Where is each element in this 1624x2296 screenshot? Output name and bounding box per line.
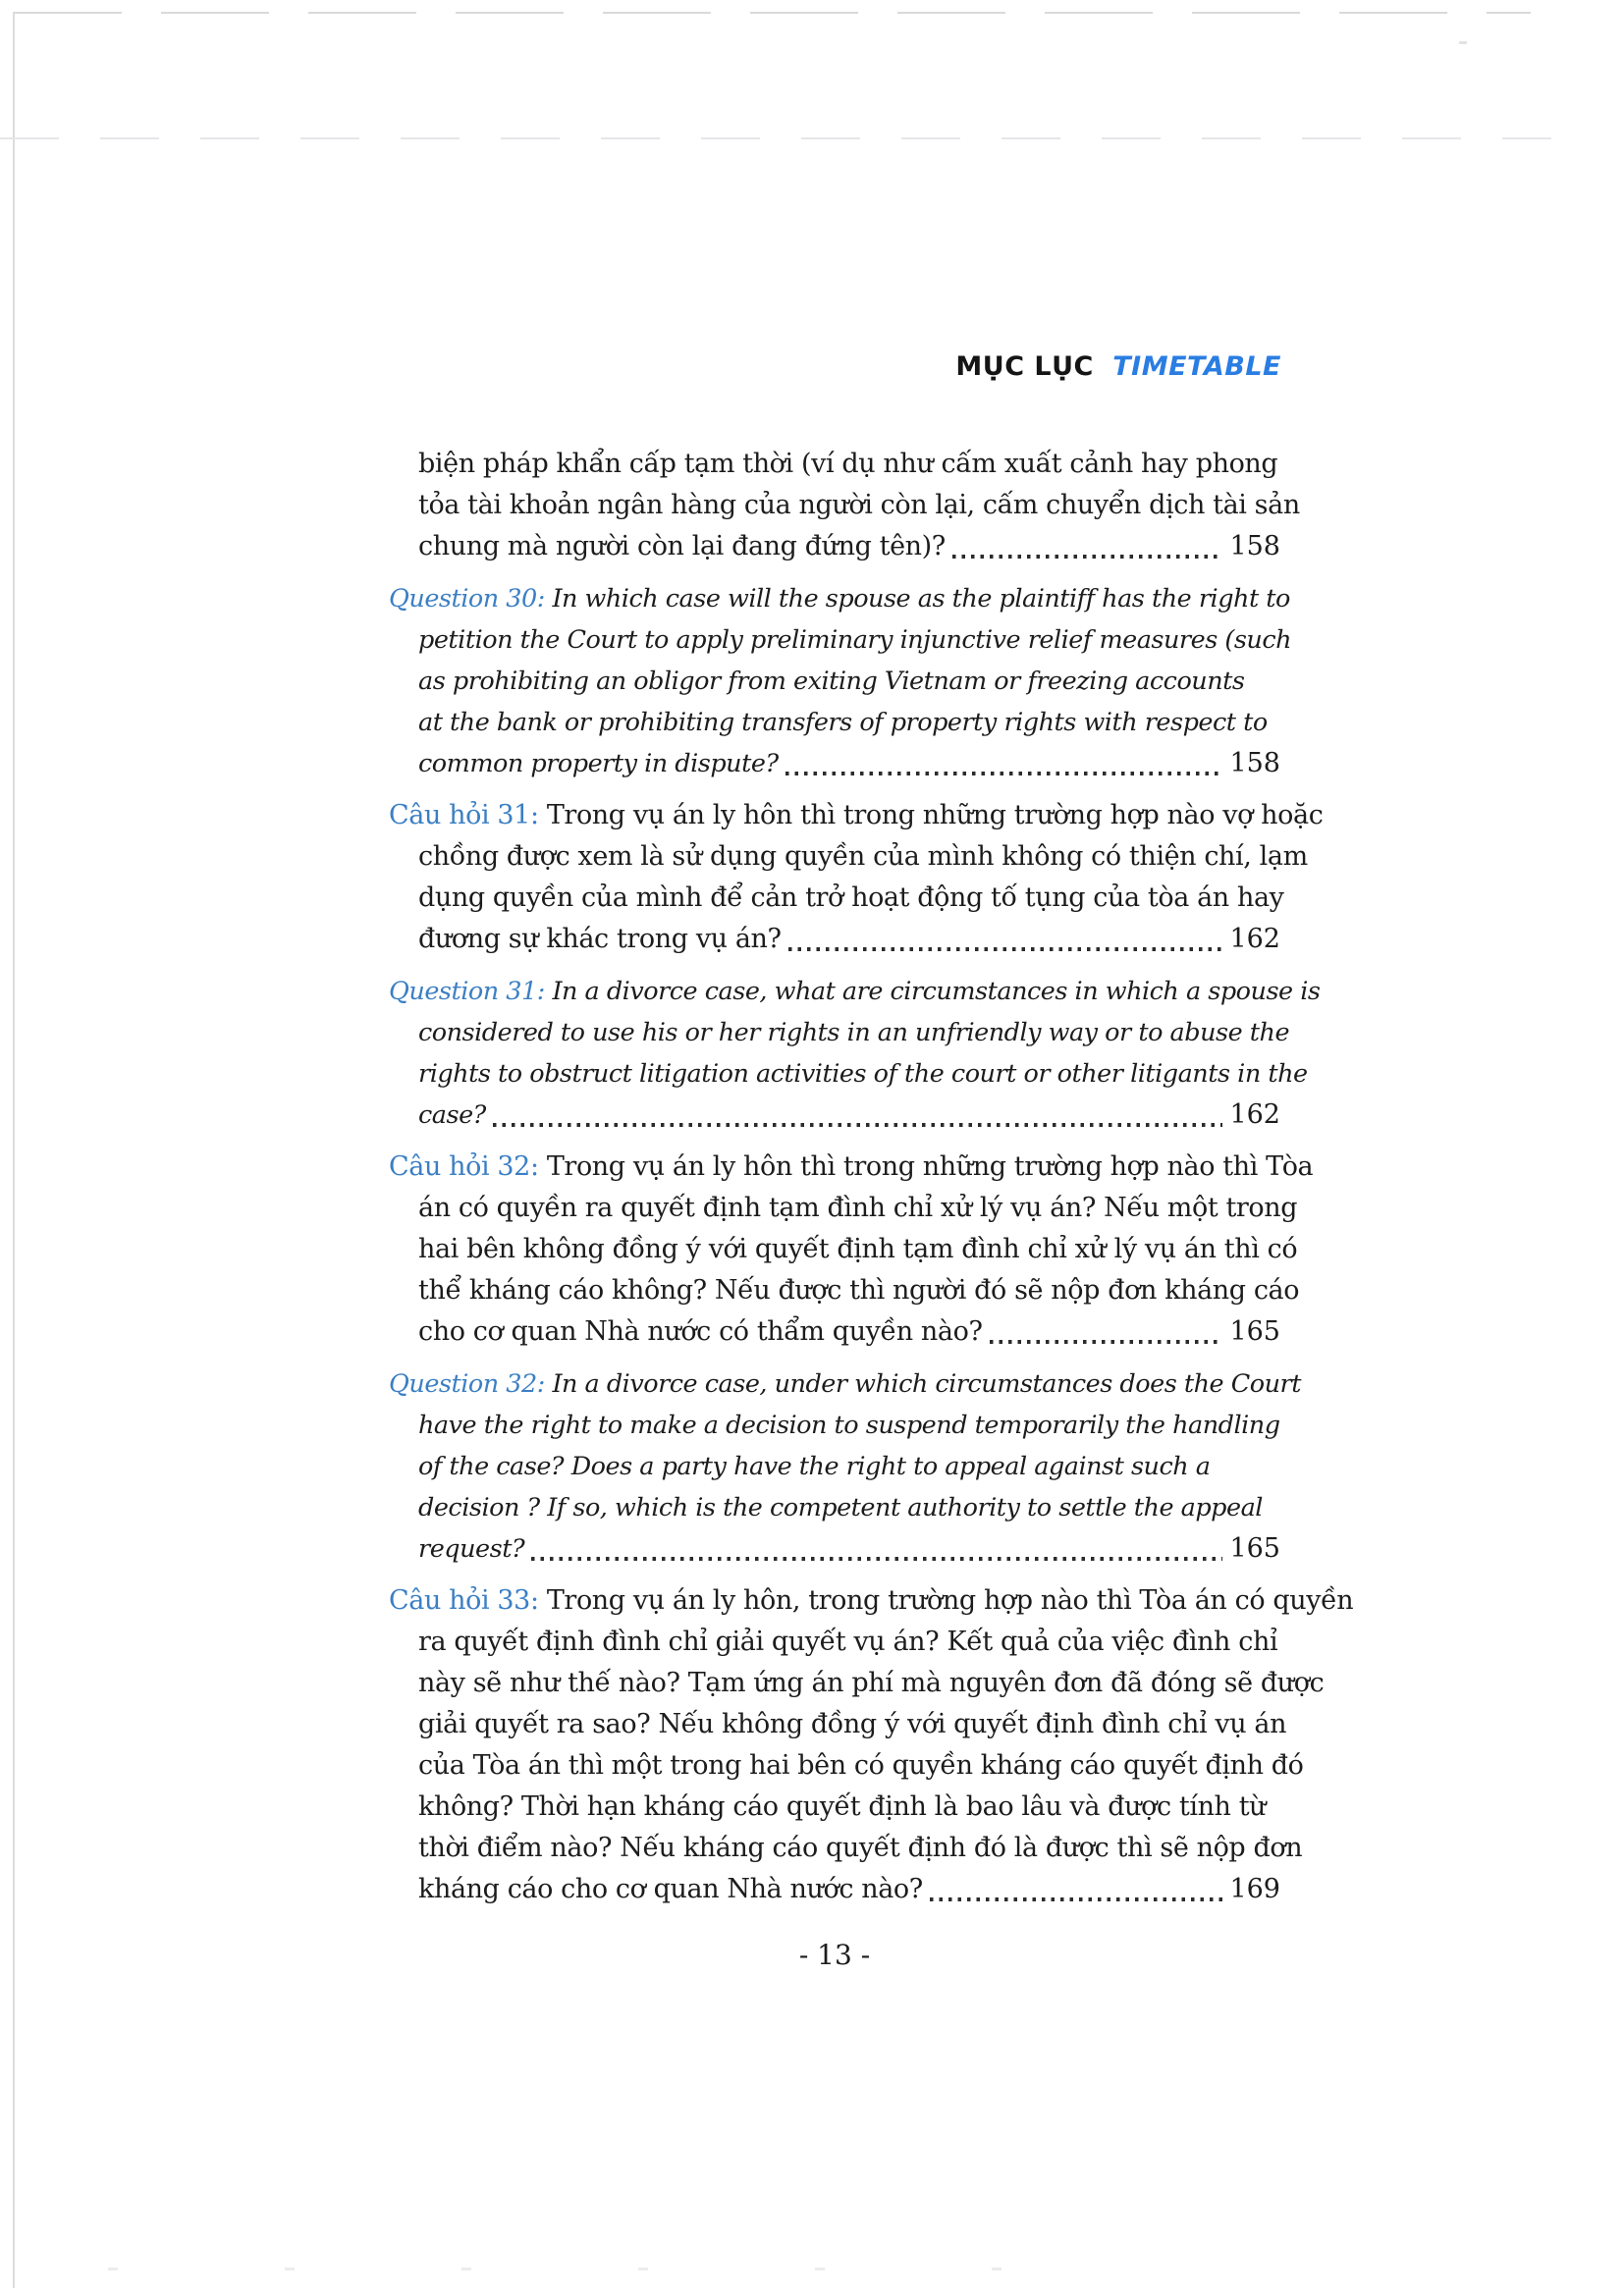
- toc-entry-last-line: [389, 919, 1280, 960]
- toc-entry-label: Question 31:: [389, 977, 553, 1006]
- toc-entry-text: Trong vụ án ly hôn, trong trường hợp nào thì Tòa án có quyền: [546, 1585, 1354, 1616]
- toc-entry-line: ra quyết định đình chỉ giải quyết vụ án? Kết quả của việc đình chỉ: [418, 1627, 1278, 1657]
- toc-list: [389, 444, 1354, 1921]
- dot-leader: [524, 1528, 1229, 1570]
- toc-entry-label: Câu hỏi 33:: [389, 1585, 547, 1616]
- toc-entry-first-line: [389, 1147, 1314, 1188]
- toc-entry: [389, 971, 1321, 1136]
- toc-entry-line: rights to obstruct litigation activities of the court or other litigants in the: [418, 1059, 1308, 1089]
- toc-entry: [389, 1363, 1301, 1570]
- toc-entry-label: Question 30:: [389, 584, 553, 614]
- toc-entry-last-line: [389, 1311, 1280, 1353]
- toc-entry-text: Trong vụ án ly hôn thì trong những trường hợp nào thì Tòa: [546, 1151, 1314, 1182]
- dot-leader: [923, 1869, 1230, 1910]
- toc-entry-label: Câu hỏi 31:: [389, 800, 547, 830]
- toc-entry-last-line: [389, 1869, 1280, 1910]
- toc-entry-last-line: [389, 1528, 1280, 1570]
- toc-entry-first-line: [389, 444, 1280, 485]
- toc-entry: [389, 578, 1292, 784]
- toc-entry-text: case?: [418, 1100, 486, 1130]
- toc-entry-text: In a divorce case, under which circumstances does the Court: [552, 1369, 1301, 1399]
- section-title-vietnamese: MỤC LỤC: [955, 351, 1094, 382]
- toc-entry-first-line: [389, 578, 1290, 619]
- page-number-footer: - 13 -: [798, 1939, 871, 1971]
- toc-entry-text: chung mà người còn lại đang đứng tên)?: [418, 531, 946, 561]
- toc-entry-text: In a divorce case, what are circumstances in which a spouse is: [552, 977, 1321, 1006]
- toc-entry-text: biện pháp khẩn cấp tạm thời (ví dụ như cấm xuất cảnh hay phong: [418, 449, 1278, 479]
- toc-entry-line: án có quyền ra quyết định tạm đình chỉ xử lý vụ án? Nếu một trong: [418, 1193, 1298, 1223]
- dot-leader: [782, 919, 1230, 960]
- toc-entry-line: thời điểm nào? Nếu kháng cáo quyết định đó là được thì sẽ nộp đơn: [418, 1833, 1303, 1863]
- scan-edge-top: [14, 12, 1531, 14]
- dot-leader: [486, 1095, 1230, 1136]
- toc-entry-line: decision ? If so, which is the competent authority to settle the appeal: [418, 1493, 1263, 1522]
- toc-entry-line: considered to use his or her rights in an unfriendly way or to abuse the: [418, 1018, 1290, 1047]
- toc-entry: [389, 444, 1300, 567]
- toc-entry-line: as prohibiting an obligor from exiting Vietnam or freezing accounts: [418, 667, 1245, 696]
- scan-speck: [1459, 41, 1467, 44]
- toc-entry-text: cho cơ quan Nhà nước có thẩm quyền nào?: [418, 1316, 983, 1347]
- toc-entry-text: Trong vụ án ly hôn thì trong những trường hợp nào vợ hoặc: [546, 800, 1324, 830]
- toc-entry-first-line: [389, 1580, 1354, 1622]
- page-header: [955, 351, 1281, 383]
- toc-page-number: 165: [1229, 1533, 1280, 1564]
- toc-page-number: 169: [1229, 1874, 1280, 1904]
- toc-entry-text: request?: [418, 1534, 525, 1564]
- toc-entry-line: thể kháng cáo không? Nếu được thì người đó sẽ nộp đơn kháng cáo: [418, 1275, 1300, 1306]
- toc-entry-text: đương sự khác trong vụ án?: [418, 924, 782, 954]
- toc-entry-line: dụng quyền của mình để cản trở hoạt động tố tụng của tòa án hay: [418, 882, 1284, 913]
- toc-entry-last-line: [389, 1095, 1280, 1136]
- toc-entry-first-line: [389, 1363, 1301, 1405]
- toc-entry-last-line: [389, 526, 1280, 567]
- scan-fold-line: [0, 137, 1551, 139]
- dot-leader: [946, 526, 1230, 567]
- toc-entry-line: hai bên không đồng ý với quyết định tạm đình chỉ xử lý vụ án thì có: [418, 1234, 1298, 1264]
- toc-entry-first-line: [389, 971, 1321, 1012]
- toc-entry-line: have the right to make a decision to suspend temporarily the handling: [418, 1411, 1280, 1440]
- toc-entry-first-line: [389, 795, 1324, 836]
- toc-entry-line: này sẽ như thế nào? Tạm ứng án phí mà nguyên đơn đã đóng sẽ được: [418, 1668, 1325, 1698]
- toc-entry-line: chồng được xem là sử dụng quyền của mình không có thiện chí, lạm: [418, 841, 1308, 872]
- toc-entry-line: không? Thời hạn kháng cáo quyết định là bao lâu và được tính từ: [418, 1791, 1267, 1822]
- dot-leader: [779, 743, 1230, 784]
- toc-entry-line: giải quyết ra sao? Nếu không đồng ý với quyết định đình chỉ vụ án: [418, 1709, 1287, 1739]
- toc-entry-line: tỏa tài khoản ngân hàng của người còn lại, cấm chuyển dịch tài sản: [418, 490, 1300, 520]
- dot-leader: [983, 1311, 1230, 1353]
- toc-entry-label: Question 32:: [389, 1369, 553, 1399]
- toc-entry: [389, 1580, 1354, 1910]
- scan-edge-left: [13, 12, 15, 2288]
- toc-entry-line: của Tòa án thì một trong hai bên có quyền kháng cáo quyết định đó: [418, 1750, 1304, 1781]
- toc-entry-text: common property in dispute?: [418, 749, 779, 778]
- scan-edge-bottom: [108, 2268, 1041, 2270]
- toc-entry: [389, 1147, 1314, 1353]
- toc-entry: [389, 795, 1324, 960]
- toc-entry-text: In which case will the spouse as the plaintiff has the right to: [552, 584, 1290, 614]
- toc-page-number: 162: [1229, 1099, 1280, 1130]
- toc-entry-line: petition the Court to apply preliminary injunctive relief measures (such: [418, 625, 1292, 655]
- toc-page-number: 158: [1229, 531, 1280, 561]
- toc-page-number: 162: [1229, 924, 1280, 954]
- toc-entry-line: at the bank or prohibiting transfers of property rights with respect to: [418, 708, 1268, 737]
- section-title-english: TIMETABLE: [1112, 351, 1281, 382]
- toc-page-number: 158: [1229, 748, 1280, 778]
- toc-entry-last-line: [389, 743, 1280, 784]
- toc-entry-line: of the case? Does a party have the right to appeal against such a: [418, 1452, 1211, 1481]
- toc-entry-text: kháng cáo cho cơ quan Nhà nước nào?: [418, 1874, 923, 1904]
- toc-page-number: 165: [1229, 1316, 1280, 1347]
- toc-entry-label: Câu hỏi 32:: [389, 1151, 547, 1182]
